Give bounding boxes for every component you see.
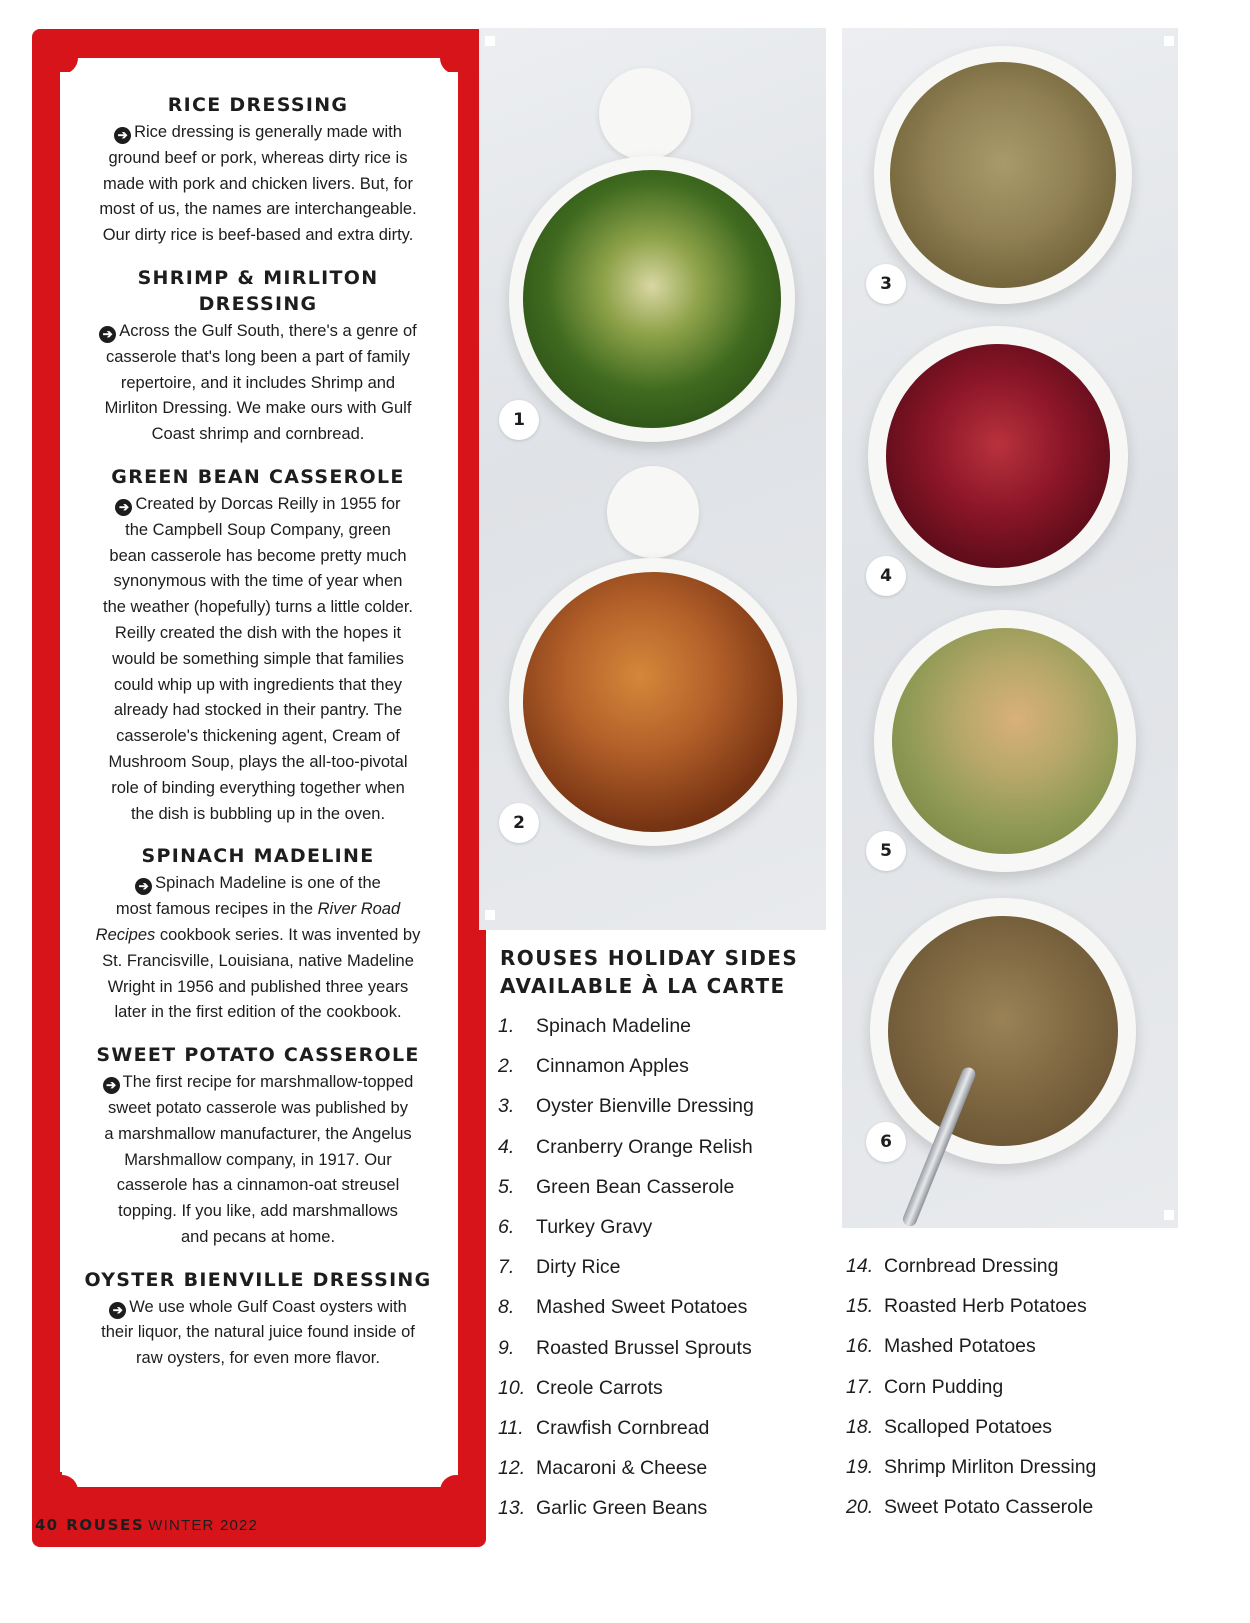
brand-name: ROUSES [66,1516,145,1534]
list-item: 2. Cinnamon Apples [498,1055,689,1078]
arrow-right-icon: ➔ [109,1302,126,1319]
photo-number: 5 [866,831,906,871]
list-item: 3. Oyster Bienville Dressing [498,1095,754,1118]
corner-mark [485,36,495,46]
sides-heading: ROUSES HOLIDAY SIDES AVAILABLE À LA CARTE [500,946,799,998]
article-oyster-bienville [60,1267,456,1372]
list-item: 11. Crawfish Cornbread [498,1416,710,1439]
page-number: 40 [35,1516,59,1534]
corner-mark [1164,1210,1174,1220]
arrow-right-icon: ➔ [99,326,116,343]
list-item: 17. Corn Pudding [846,1375,1004,1398]
arrow-right-icon: ➔ [114,127,131,144]
photo-number: 4 [866,556,906,596]
oyster-bienville-food [890,62,1116,288]
ramekin-handle [607,466,699,558]
article-body: ➔ The first recipe for marshmallow-topped sweet potato casserole was published by a marshmallow manufacturer, the Angelus Marshmallow company, in 1917. Our casserole has a cinnamon-oat streusel topping. If you like, add marshmallows and pecans at home. [104,1073,414,1246]
ramekin-handle [599,68,691,160]
list-item: 14. Cornbread Dressing [846,1255,1059,1277]
article-title: SHRIMP & MIRLITON DRESSING [137,266,379,315]
arrow-right-icon: ➔ [103,1077,120,1094]
arrow-right-icon: ➔ [135,878,152,895]
photo-number: 6 [866,1122,906,1162]
frame-corner-ornament [440,42,472,74]
food-photo-right [842,28,1178,1228]
article-shrimp-mirliton [60,265,456,448]
list-item: 15. Roasted Herb Potatoes [846,1295,1087,1318]
list-item: 7. Dirty Rice [498,1256,621,1279]
sides-list-1 [498,1014,754,1536]
article-title: OYSTER BIENVILLE DRESSING [84,1268,432,1291]
list-item: 4. Cranberry Orange Relish [498,1135,753,1158]
list-item: 9. Roasted Brussel Sprouts [498,1336,752,1359]
article-title: GREEN BEAN CASSEROLE [111,465,405,488]
photo-number: 2 [499,803,539,843]
article-spinach-madeline [60,843,456,1026]
article-rice-dressing [60,92,456,249]
page-footer [35,1516,258,1534]
sides-list-2 [846,1254,1096,1535]
arrow-right-icon: ➔ [115,499,132,516]
frame-corner-ornament [46,42,78,74]
food-photo-left [479,28,826,930]
article-green-bean-casserole [60,464,456,827]
green-bean-casserole-food [892,628,1118,854]
articles [60,92,456,1388]
cranberry-relish-food [886,344,1110,568]
article-body: ➔ Created by Dorcas Reilly in 1955 for the Campbell Soup Company, green bean casserole has become pretty much synonymous with the time of year when the weather (hopefully) turns a little colder. Reilly created the dish with the hopes it would be something simple that families could whip up with ingredients that they already had stocked in their pantry. The casserole's thickening agent, Cream of Mushroom Soup, plays the all-too-pivotal role of binding everything together when the dish is bubbling up in the oven. [103,494,413,823]
article-title: SWEET POTATO CASSEROLE [96,1044,420,1067]
cinnamon-apples-food [523,572,783,832]
turkey-gravy-food [888,916,1118,1146]
frame-corner-ornament [46,1475,78,1507]
issue-label: WINTER 2022 [148,1517,259,1534]
article-body: ➔ Spinach Madeline is one of the most famous recipes in the River Road Recipes cookbook series. It was invented by St. Francisville, Louisiana, native Madeline Wright in 1956 and published three years later in the first edition of the cookbook. [95,874,421,1022]
article-title: SPINACH MADELINE [141,845,375,868]
list-item: 6. Turkey Gravy [498,1215,653,1238]
list-item: 13. Garlic Green Beans [498,1497,708,1520]
corner-mark [1164,36,1174,46]
article-title: RICE DRESSING [167,94,349,116]
article-sweet-potato-casserole [60,1042,456,1251]
list-item: 10. Creole Carrots [498,1376,663,1399]
list-item: 16. Mashed Potatoes [846,1335,1036,1358]
photo-number: 3 [866,264,906,304]
list-item: 18. Scalloped Potatoes [846,1415,1053,1438]
list-item: 19. Shrimp Mirliton Dressing [846,1455,1097,1478]
corner-mark [485,910,495,920]
article-body: ➔ Rice dressing is generally made with ground beef or pork, whereas dirty rice is made with pork and chicken livers. But, for most of us, the names are interchangeable. Our dirty rice is beef-based and extra dirty. [99,123,417,245]
list-item: 20. Sweet Potato Casserole [846,1496,1094,1519]
list-item: 5. Green Bean Casserole [498,1175,735,1198]
photo-number: 1 [499,400,539,440]
list-item: 8. Mashed Sweet Potatoes [498,1296,748,1319]
frame-corner-ornament [440,1475,472,1507]
list-item: 12. Macaroni & Cheese [498,1457,708,1480]
article-body: ➔ Across the Gulf South, there's a genre of casserole that's long been a part of family repertoire, and it includes Shrimp and Mirliton Dressing. We make ours with Gulf Coast shrimp and cornbread. [60,319,456,448]
spinach-madeline-food [523,170,781,428]
list-item: 1. Spinach Madeline [498,1015,692,1037]
article-body: ➔ We use whole Gulf Coast oysters with their liquor, the natural juice found inside of raw oysters, for even more flavor. [101,1297,415,1368]
